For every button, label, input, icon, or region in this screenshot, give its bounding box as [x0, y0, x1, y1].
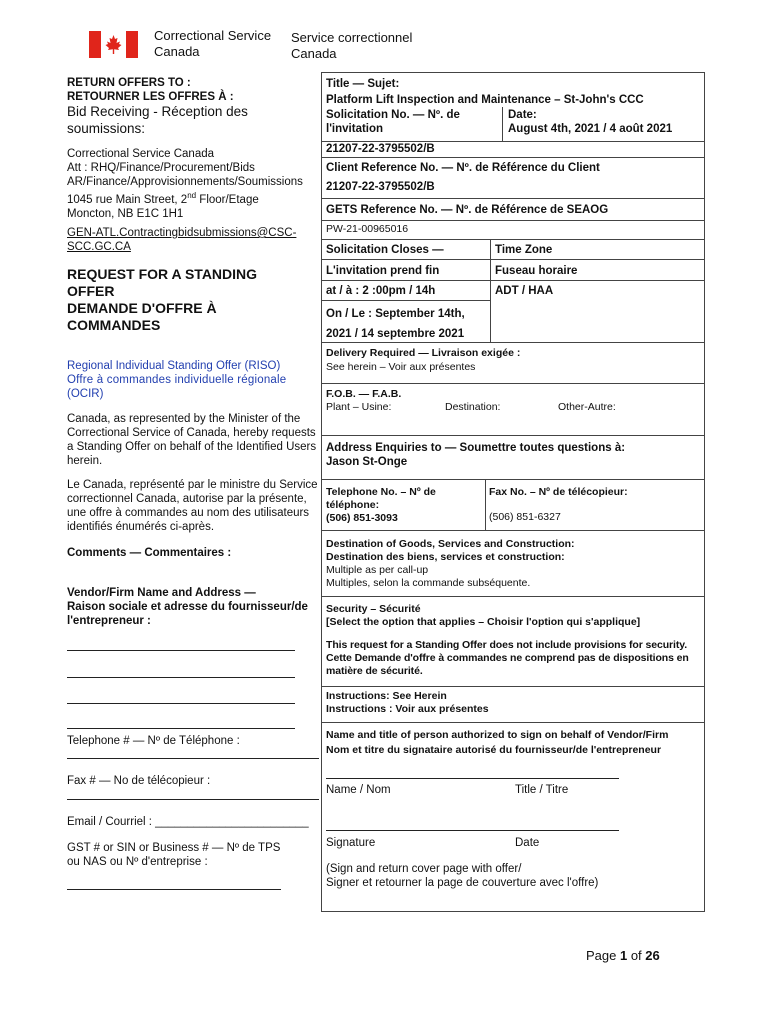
- intro-paragraph-fr: Le Canada, représenté par le ministre du Service correctionnel Canada, autorise par la présente, une offre à commandes au nom des utilisateurs identifiés énumérés ci-après.: [67, 479, 318, 533]
- intro-paragraph-en: Canada, as represented by the Minister of the Correctional Service of Canada, hereby requests a Standing Offer on behalf of the Identified Users herein.: [67, 413, 317, 467]
- email-field[interactable]: Email / Courriel : ________________________: [67, 816, 309, 828]
- fax-line[interactable]: [67, 799, 319, 800]
- telephone-no-label: Telephone No. – Nº de téléphone: (506) 851-3093: [326, 486, 436, 524]
- department-name-fr: Service correctionnel Canada: [291, 30, 413, 61]
- timezone-fr-label: Fuseau horaire: [495, 265, 578, 277]
- fax-no-value: (506) 851-6327: [489, 511, 561, 523]
- delivery-label: Delivery Required — Livraison exigée :: [326, 347, 521, 359]
- client-ref-value: 21207-22-3795502/B: [326, 181, 435, 193]
- telephone-line[interactable]: [67, 758, 319, 759]
- divider: [502, 107, 503, 142]
- fob-other: Other-Autre:: [558, 401, 616, 413]
- fob-destination: Destination:: [445, 401, 501, 413]
- divider: [321, 220, 705, 221]
- return-address: Correctional Service Canada Att : RHQ/Finance/Procurement/Bids AR/Finance/Approvisionnements/Soumissions 1045 rue Main Street, 2nd Floor/Etage Moncton, NB E1C 1H1: [67, 148, 303, 220]
- closes-date: On / Le : September 14th, 2021 / 14 septembre 2021: [326, 308, 465, 340]
- closes-fr-label: L'invitation prend fin: [326, 265, 440, 277]
- divider: [485, 479, 486, 530]
- delivery-value: See herein – Voir aux présentes: [326, 361, 476, 373]
- signature-line[interactable]: [326, 830, 619, 831]
- telephone-label: Telephone # — Nº de Téléphone :: [67, 735, 240, 747]
- divider: [321, 259, 705, 260]
- name-title-line[interactable]: [326, 778, 619, 779]
- vendor-line-2[interactable]: [67, 677, 295, 678]
- comments-label: Comments — Commentaires :: [67, 547, 232, 559]
- enquiries-label: Address Enquiries to — Soumettre toutes questions à:: [326, 442, 626, 454]
- timezone-label: Time Zone: [495, 244, 553, 256]
- signature-date-label: Date: [515, 837, 540, 849]
- gets-value: PW-21-00965016: [326, 223, 409, 235]
- destination-block: Destination of Goods, Services and Construction: Destination des biens, services et construction: Multiple as per call-up Multiples, selon la commande subséquente.: [326, 538, 575, 589]
- gst-line[interactable]: [67, 889, 281, 890]
- fax-no-label: Fax No. – Nº de télécopieur:: [489, 486, 628, 498]
- divider: [321, 342, 705, 343]
- vendor-line-1[interactable]: [67, 650, 295, 651]
- department-name-en: Correctional Service Canada: [154, 28, 272, 59]
- title-label: Title — Sujet:: [326, 78, 400, 90]
- divider: [321, 479, 705, 480]
- gst-label: GST # or SIN or Business # — Nº de TPS ou NAS ou Nº d'entreprise :: [67, 842, 281, 868]
- date-label: Date: August 4th, 2021 / 4 août 2021: [508, 109, 673, 135]
- title-value: Platform Lift Inspection and Maintenance – St-John's CCC: [326, 94, 644, 106]
- solicitation-label: Solicitation No. — Nº. de l'invitation: [326, 109, 460, 135]
- divider: [321, 383, 705, 384]
- closes-time: at / à : 2 :00pm / 14h: [326, 285, 436, 297]
- vendor-line-4[interactable]: [67, 728, 295, 729]
- client-ref-label: Client Reference No. — Nº. de Référence du Client: [326, 162, 600, 174]
- solicitation-number: 21207-22-3795502/B: [326, 143, 435, 155]
- vendor-line-3[interactable]: [67, 703, 295, 704]
- security-text: This request for a Standing Offer does not include provisions for security. Cette Demande d'offre à commandes ne comprend pas de dispositions en matière de sécurité.: [326, 639, 689, 677]
- divider: [321, 198, 705, 199]
- bid-receiving-label: Bid Receiving - Réception des soumissions:: [67, 104, 248, 136]
- gets-label: GETS Reference No. — Nº. de Référence de SEAOG: [326, 204, 609, 216]
- riso-label: Regional Individual Standing Offer (RISO) Offre à commandes individuelle régionale (OCIR): [67, 360, 287, 400]
- canada-flag-icon: [89, 31, 138, 58]
- divider: [321, 686, 705, 687]
- divider: [321, 280, 705, 281]
- enquiries-name: Jason St-Onge: [326, 456, 408, 468]
- document-title: REQUEST FOR A STANDING OFFER DEMANDE D'OFFRE À COMMANDES: [67, 266, 258, 333]
- signature-label: Signature: [326, 837, 376, 849]
- instructions: Instructions: See Herein Instructions : Voir aux présentes: [326, 690, 489, 715]
- divider: [321, 596, 705, 597]
- divider: [490, 239, 491, 342]
- vendor-label: Vendor/Firm Name and Address — Raison sociale et adresse du fournisseur/de l'entrepreneur :: [67, 587, 308, 627]
- authorized-person-label: Name and title of person authorized to sign on behalf of Vendor/Firm Nom et titre du signataire autorisé du fournisseur/de l'entrepreneur: [326, 729, 669, 756]
- fob-label: F.O.B. — F.A.B.: [326, 388, 402, 400]
- timezone-value: ADT / HAA: [495, 285, 554, 297]
- divider: [321, 157, 705, 158]
- divider: [321, 435, 705, 436]
- return-offers-label: RETURN OFFERS TO : RETOURNER LES OFFRES À :: [67, 77, 234, 103]
- divider: [321, 300, 491, 301]
- bid-email-link[interactable]: GEN-ATL.Contractingbidsubmissions@CSC- SCC.GC.CA: [67, 227, 297, 253]
- fax-label: Fax # — No de télécopieur :: [67, 775, 211, 787]
- divider: [321, 239, 705, 240]
- fob-plant: Plant – Usine:: [326, 401, 392, 413]
- sign-return-note: (Sign and return cover page with offer/ Signer et retourner la page de couverture avec l'offre): [326, 863, 599, 889]
- page-number: Page 1 of 26: [586, 948, 660, 963]
- closes-label: Solicitation Closes —: [326, 244, 444, 256]
- security-label: Security – Sécurité [Select the option that applies – Choisir l'option qui s'applique]: [326, 603, 641, 628]
- divider: [321, 722, 705, 723]
- name-label: Name / Nom: [326, 784, 391, 796]
- divider: [321, 530, 705, 531]
- title-field-label: Title / Titre: [515, 784, 569, 796]
